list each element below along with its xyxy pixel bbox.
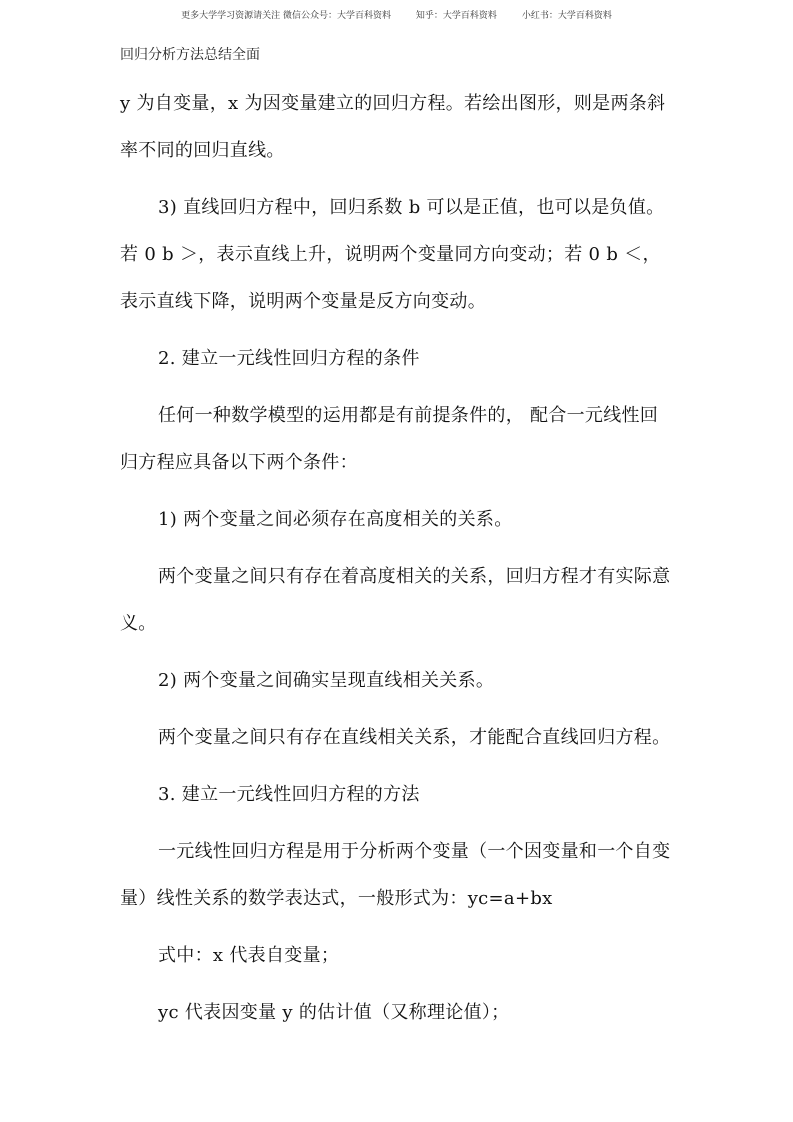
- header-zhihu-note: 知乎：大学百科资料: [415, 11, 497, 21]
- paragraph-continuation: y 为自变量，x 为因变量建立的回归方程。若绘出图形，则是两条斜率不同的回归直线。: [120, 93, 666, 161]
- section-heading-2: 2. 建立一元线性回归方程的条件: [158, 348, 420, 369]
- header-wechat-note: 更多大学学习资源请关注 微信公众号：大学百科资料: [181, 11, 392, 21]
- paragraph-yc-definition: yc 代表因变量 y 的估计值（又称理论值）；: [158, 1002, 510, 1023]
- paragraph-x-definition: 式中：x 代表自变量；: [158, 945, 340, 966]
- paragraph-formula: 一元线性回归方程是用于分析两个变量（一个因变量和一个自变量）线性关系的数学表达式，一般形式为：yc=a+bx: [120, 841, 671, 909]
- document-title: 回归分析方法总结全面: [120, 47, 260, 63]
- paragraph-point-3: 3) 直线回归方程中，回归系数 b 可以是正值，也可以是负值。若 0 b ＞，表示直线上升，说明两个变量同方向变动；若 0 b ＜，表示直线下降，说明两个变量是反方向变动。: [120, 197, 665, 312]
- condition-1-explanation: 两个变量之间只有存在着高度相关的关系，回归方程才有实际意义。: [120, 566, 671, 634]
- section-heading-3: 3. 建立一元线性回归方程的方法: [158, 784, 420, 805]
- condition-1: 1) 两个变量之间必须存在高度相关的关系。: [158, 509, 513, 530]
- document-body: [120, 80, 676, 1036]
- header-xiaohongshu-note: 小红书：大学百科资料: [521, 11, 612, 21]
- page-header: [0, 8, 793, 21]
- paragraph-conditions-intro: 任何一种数学模型的运用都是有前提条件的， 配合一元线性回归方程应具备以下两个条件：: [120, 405, 659, 473]
- condition-2-explanation: 两个变量之间只有存在直线相关关系，才能配合直线回归方程。: [158, 727, 671, 748]
- condition-2: 2) 两个变量之间确实呈现直线相关关系。: [158, 670, 495, 691]
